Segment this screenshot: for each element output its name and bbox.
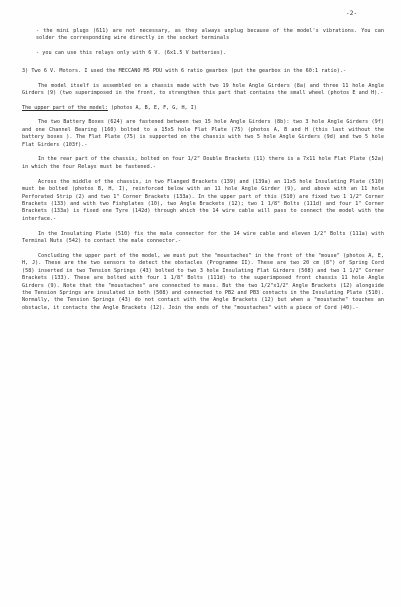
item-motors: 3) Two 6 V. Motors. I used the MECCANO M5 PDU with 6 ratio gearbox (put the gearbox in the 60:1 ratio).- — [22, 67, 347, 74]
upper-part-heading — [22, 105, 384, 112]
note-mini-plugs: - the mini plugs (611) are not necessary, as they always unplug because of the model's vibrations. You can solder the corresponding wire directly in the socket terminals — [36, 28, 384, 42]
upper-part-title: The upper part of the model: — [22, 104, 108, 111]
paragraph-chassis: The model itself is assembled on a chassis made with two 19 hole Angle Girders (8a) and three 11 hole Angle Girders (9) (two superimposed in the front, to strengthen this part that contains the small wheel (photos E and H).- — [22, 82, 384, 97]
paragraph-moustaches: Concluding the upper part of the model, we must put the "moustaches" in the front of the "mouse" (photos A, E, H, J). These are the two sensors to detect the obstacles (Programme II). These are two 20 cm (8") of Spring Cord (58) inserted in two Tension Springs (43) bolted to two 3 hole Insulating Flat Girders (508) and two 1 1/2" Corner Brackets (133). These are bolted with four 1 1/8" Bolts (111d) to the superimposed front chassis 11 hole Angle Girders (9). Note that the "moustaches" are connected to mass. But the two 1/2"x1/2" Angle Brackets (12) alongside the Tension Springs are insulated in both (508) and connected to PB2 and PB3 contacts in the Insulating Plate (510). Normally, the Tension Springs (43) do not contact with the Angle Brackets (12) but when a "moustache" touches an obstacle, it contacts the Angle Brackets (12). Join the ends of the "moustaches" with a piece of Cord (40).- — [22, 253, 384, 311]
upper-part-photos: (photos A, B, E, F, G, H, I) — [107, 104, 197, 111]
paragraph-male-connector: In the Insulating Plate (510) fix the male connector for the 14 wire cable and eleven 1/2" Bolts (111a) with Terminal Nuts (542) to contact the male connector.- — [22, 230, 384, 245]
page-number: -2- — [346, 10, 358, 17]
paragraph-battery-boxes: The two Battery Boxes (624) are fastened between two 15 hole Angle Girders (8b): two 3 hole Angle Girders (9f) and one Channel Bearing (160) bolted to a 15x5 hole Flat Plate (75) (photos A, B and H (this last without the battery boxes ). The Flat Plate (75) is supported on the chassis with two 5 hole Angle Girders (9d) and two 5 hole Flat Girders (103f).- — [22, 119, 384, 148]
note-relay-voltage: - you can use this relays only with 6 V. (6x1.5 V batteries). — [36, 50, 227, 57]
document-body — [22, 28, 384, 320]
paragraph-insulating-plate-mount: Across the middle of the chassis, in two Flanged Brackets (139) and (139a) an 11x5 hole Insulating Plate (510) must be bolted (photos B, H, I), reinforced below with an 11 hole Angle Girder (9), and above with an 11 hole Perforated Strip (2) and two 1" Corner Brackets (133a). In the upper part of this (510) are fixed two 1 1/2" Corner Brackets (133) and with two Fishplates (10), two Angle Brackets (12); two 1 1/8" Bolts (111d) and four 1" Corner Brackets (133a) is fixed one Tyre (142d) through which the 14 wire cable will pass to connect the model with the interface.- — [22, 178, 384, 222]
paragraph-rear-chassis: In the rear part of the chassis, bolted on four 1/2" Double Brackets (11) there is a 7x11 hole Flat Plate (52a) in which the four Relays must be fastened.- — [22, 156, 384, 170]
